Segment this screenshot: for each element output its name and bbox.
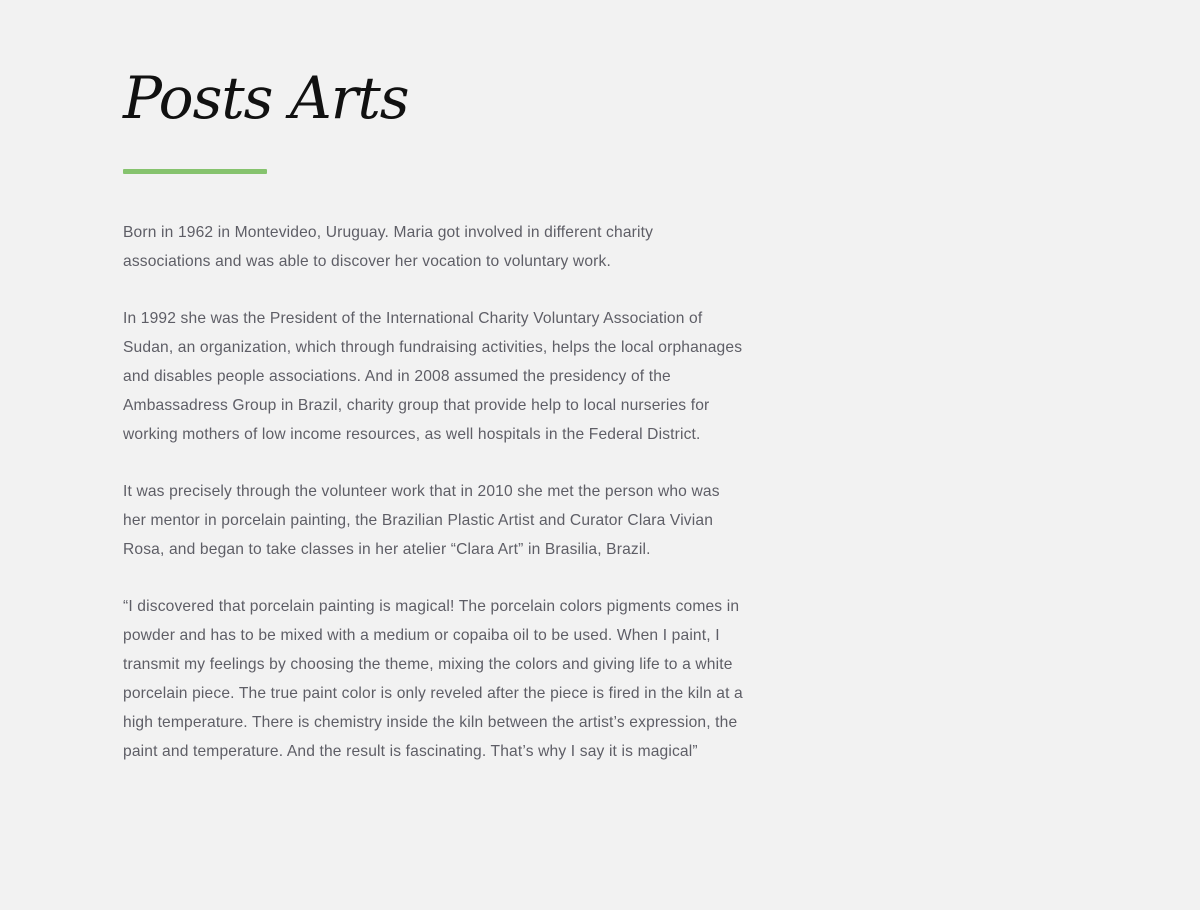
paragraph-biography-intro: Born in 1962 in Montevideo, Uruguay. Maria got involved in different charity associations and was able to discover her vocation to voluntary work. (123, 224, 654, 270)
article-body (123, 218, 763, 766)
paragraph-porcelain-mentor: It was precisely through the volunteer work that in 2010 she met the person who was her mentor in porcelain painting, the Brazilian Plastic Artist and Curator Clara Vivian Rosa, and began to take classes in her atelier “Clara Art” in Brasilia, Brazil. (123, 483, 720, 558)
title-underline-divider (123, 169, 267, 174)
paragraph-artist-quote: “I discovered that porcelain painting is magical! The porcelain colors pigments comes in powder and has to be mixed with a medium or copaiba oil to be used. When I paint, I transmit my feelings by choosing the theme, mixing the colors and giving life to a white porcelain piece. The true paint color is only reveled after the piece is fired in the kiln at a high temperature. There is chemistry inside the kiln between the artist’s expression, the paint and temperature. And the result is fascinating. That’s why I say it is magical” (123, 598, 743, 760)
article (123, 58, 763, 766)
paragraph-charity-work: In 1992 she was the President of the International Charity Voluntary Association of Sudan, an organization, which through fundraising activities, helps the local orphanages and disables people associations. And in 2008 assumed the presidency of the Ambassadress Group in Brazil, charity group that provide help to local nurseries for working mothers of low income resources, as well hospitals in the Federal District. (123, 310, 743, 443)
page-title: Posts Arts (123, 64, 409, 132)
